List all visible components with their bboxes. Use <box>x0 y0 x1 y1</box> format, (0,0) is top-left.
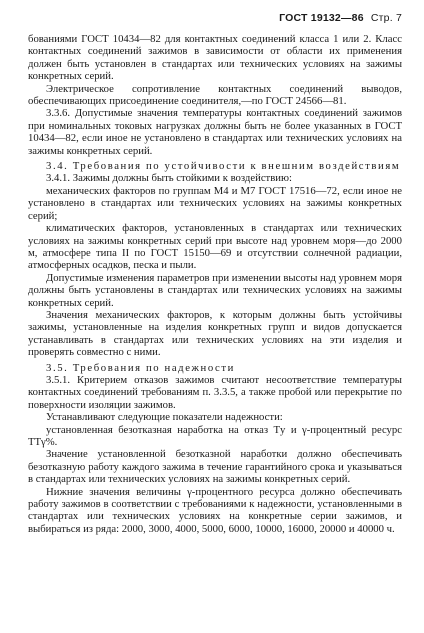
standard-code: ГОСТ 19132—86 <box>279 12 364 24</box>
paragraph: Допустимые изменения параметров при изменении высоты над уровнем моря должны быть установлены в стандартах или технических условиях на зажимы конкретных серий. <box>28 271 402 309</box>
paragraph: бованиями ГОСТ 10434—82 для контактных соединений класса 1 или 2. Класс контактных соединений зажимов в зависимости от области их применения должен быть установлен в стандартах или технических условиях на зажимы конкретных серий. <box>28 33 402 83</box>
paragraph: Электрическое сопротивление контактных соединений выводов, обеспечивающих присоединение соединителя,—по ГОСТ 24566—81. <box>28 82 402 108</box>
paragraph: Нижние значения величины γ-процентного ресурса должно обеспечивать работу зажимов в соответствии с требованиями к надежности, установленными в стандартах или технических условиях на конкретные серии зажимов, и выбираться из ряда: 2000, 3000, 4000, 5000, 6000, 10000, 16000, 20000 и 40000 ч. <box>28 485 402 535</box>
paragraph: Значения механических факторов, к которым должны быть устойчивы зажимы, установленные на изделия конкретных групп и видов допускается устанавливать в стандартах или технических условиях на эти изделия и проверять совместно с ними. <box>28 308 402 359</box>
paragraph: механических факторов по группам М4 и М7 ГОСТ 17516—72, если иное не установлено в стандартах или технических условиях на зажимы конкретных серий; <box>28 184 402 222</box>
paragraph: Устанавливают следующие показатели надежности: <box>46 411 283 424</box>
section-heading: 3.5. Требования по надежности <box>46 361 235 374</box>
paragraph: климатических факторов, установленных в стандартах или технических условиях на зажимы конкретных серий при высоте над уровнем моря—до 2000 м, атмосфере типа II по ГОСТ 15150—69 и отсутствии солнечной радиации, атмосферных осадков, песка и пыли. <box>28 222 402 272</box>
page-header <box>279 12 402 24</box>
page-number: Стр. 7 <box>370 12 402 24</box>
paragraph: 3.5.1. Критерием отказов зажимов считают несоответствие температуры контактных соединений требованиям п. 3.3.5, а также пробой или перекрытие по поверхности изоляции зажимов. <box>28 373 402 411</box>
paragraph: установленная безотказная наработка на отказ Tу и γ-процентный ресурс TТγ%. <box>28 423 402 448</box>
paragraph: Значение установленной безотказной наработки должно обеспечивать безотказную работу каждого зажима в течение гарантийного срока и указываться в стандартах или технических условиях на зажимы конкретных серий. <box>28 448 402 486</box>
section-heading: 3.4. Требования по устойчивости к внешним воздействиям <box>46 160 401 173</box>
document-body <box>28 33 402 535</box>
paragraph: 3.4.1. Зажимы должны быть стойкими к воздействию: <box>46 172 292 185</box>
paragraph: 3.3.6. Допустимые значения температуры контактных соединений зажимов при номинальных токовых нагрузках должны быть не более указанных в ГОСТ 10434—82, если иное не установлено в стандартах или технических условиях на зажимы конкретных серий. <box>28 107 402 157</box>
